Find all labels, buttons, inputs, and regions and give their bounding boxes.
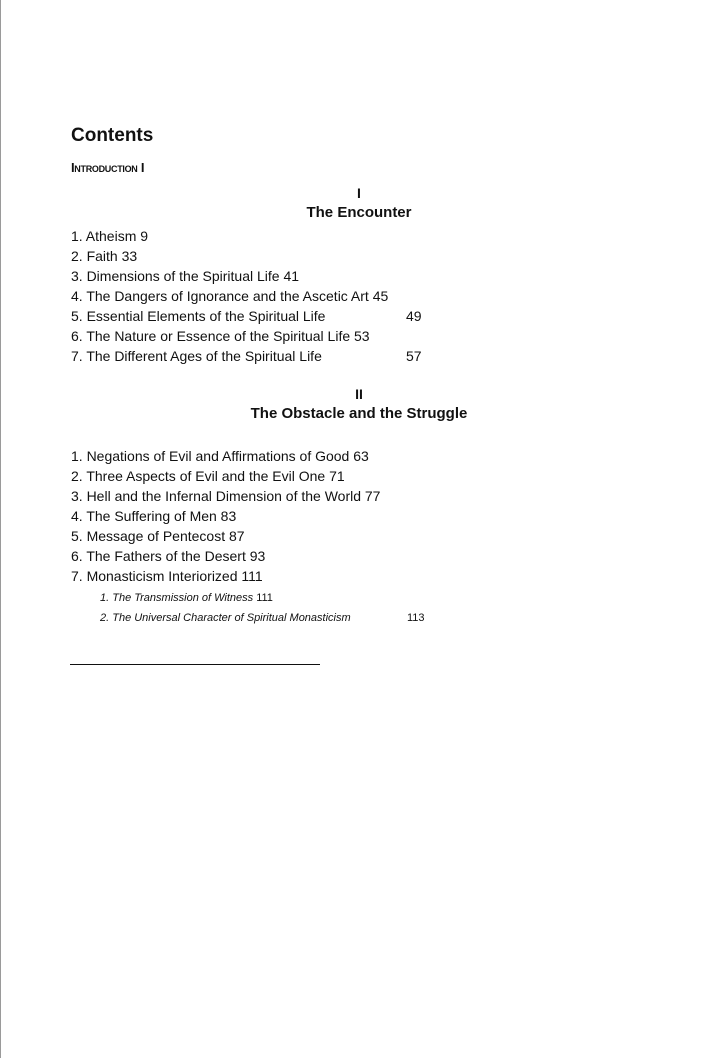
toc-entry — [71, 466, 380, 486]
part-2-subentries — [100, 588, 425, 628]
toc-entry — [71, 346, 422, 366]
contents-title: Contents — [71, 125, 154, 146]
part-1-heading — [0, 183, 706, 223]
toc-subentry-page: 113 — [407, 612, 425, 624]
toc-entry-text: 6. The Fathers of the Desert 93 — [71, 548, 266, 564]
toc-entry-text: 6. The Nature or Essence of the Spiritual Life 53 — [71, 328, 370, 344]
toc-entry-text: 3. Hell and the Infernal Dimension of the World 77 — [71, 488, 381, 504]
toc-entry-text: 4. The Dangers of Ignorance and the Ascetic Art 45 — [71, 288, 389, 304]
toc-entry-page: 57 — [406, 348, 422, 364]
toc-entry — [71, 226, 388, 246]
page-edge — [0, 0, 1, 1058]
toc-entry-text: 5. Message of Pentecost 87 — [71, 528, 245, 544]
toc-entry-text: 1. Negations of Evil and Affirmations of Good 63 — [71, 448, 369, 464]
toc-entry — [71, 246, 388, 266]
toc-entry — [71, 566, 380, 586]
toc-entry-text: 7. Monasticism Interiorized 111 — [71, 568, 263, 584]
introduction-entry: Introduction I — [71, 160, 145, 175]
toc-entry — [71, 506, 380, 526]
part-2-title: The Obstacle and the Struggle — [250, 405, 468, 422]
part-1-title: The Encounter — [306, 204, 412, 221]
toc-entry — [71, 486, 380, 506]
toc-entry — [71, 446, 380, 466]
toc-entry-text: 5. Essential Elements of the Spiritual Life — [71, 308, 326, 324]
toc-entry-text: 4. The Suffering of Men 83 — [71, 508, 237, 524]
part-2-entries — [71, 446, 380, 586]
toc-entry — [71, 546, 380, 566]
toc-entry-page: 49 — [406, 308, 422, 324]
toc-subentry-title: 2. The Universal Character of Spiritual Monasticism — [100, 612, 351, 624]
toc-entry-text: 3. Dimensions of the Spiritual Life 41 — [71, 268, 300, 284]
toc-entry-text: 7. The Different Ages of the Spiritual Life — [71, 348, 322, 364]
toc-entry — [71, 306, 422, 326]
toc-entry-text: 2. Faith 33 — [71, 248, 138, 264]
toc-subentry — [100, 608, 425, 628]
toc-entry-text: 2. Three Aspects of Evil and the Evil One 71 — [71, 468, 345, 484]
toc-entry — [71, 286, 388, 306]
footnote-rule — [70, 664, 320, 665]
part-1-entries — [71, 226, 422, 366]
toc-entry — [71, 526, 380, 546]
part-1-numeral: I — [357, 185, 361, 201]
part-2-numeral: II — [355, 386, 363, 402]
toc-entry — [71, 326, 388, 346]
toc-entry — [71, 266, 388, 286]
toc-subentry — [100, 588, 351, 608]
toc-entry-text: 1. Atheism 9 — [71, 228, 149, 244]
toc-subentry-inline-page: 111 — [256, 592, 273, 604]
part-2-heading — [0, 384, 706, 424]
toc-subentry-title: 1. The Transmission of Witness — [100, 592, 254, 604]
